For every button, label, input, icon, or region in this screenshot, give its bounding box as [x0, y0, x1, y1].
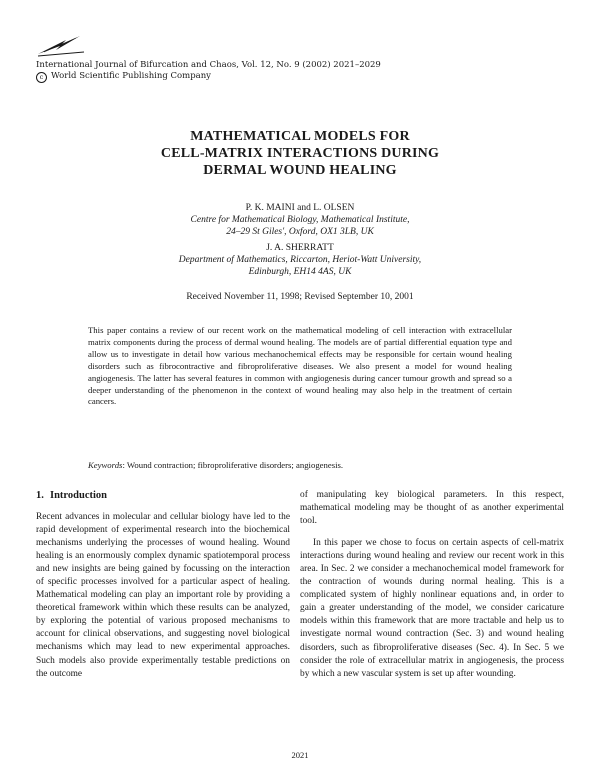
page-number: 2021 [291, 750, 309, 760]
received-dates: Received November 11, 1998; Revised September 10, 2001 [186, 292, 414, 302]
left-column [36, 489, 290, 681]
section-heading [36, 489, 290, 502]
keywords-text: Wound contraction; fibroproliferative disorders; angiogenesis. [126, 460, 344, 470]
author-block [0, 202, 600, 278]
keywords: Keywords: Wound contraction; fibroproliferative disorders; angiogenesis. [88, 460, 344, 470]
right-column [300, 489, 564, 681]
intro-paragraph-1-continued: of manipulating key biological parameters. In this respect, mathematical modeling may be thought of as another experimental tool. [300, 490, 564, 527]
author-names-1: P. K. MAINI and L. OLSEN [245, 203, 355, 213]
section-title: Introduction [50, 490, 107, 501]
section-number: 1. [36, 490, 44, 501]
affiliation-2-line-2: Edinburgh, EH14 4AS, UK [248, 267, 352, 277]
affiliation-1-line-2: 24–29 St Giles', Oxford, OX1 3LB, UK [226, 227, 374, 237]
paper-title [0, 128, 600, 179]
keywords-label: Keywords [88, 460, 123, 470]
publisher-logo [36, 30, 86, 58]
title-line-2: CELL-MATRIX INTERACTIONS DURING [160, 146, 440, 161]
title-line-1: MATHEMATICAL MODELS FOR [190, 129, 410, 144]
abstract: This paper contains a review of our recent work on the mathematical modeling of cell interaction with extracellular matrix components during the process of dermal wound healing. The models are of partial differential equation type and allow us to investigate in detail how various mechanochemical effects may be responsible for certain wound healing disorders such as fibrocontractive and fibroproliferative diseases. We also present a model for wound healing angiogenesis. The latter has several features in common with angiogenesis during cancer tumour growth and spread so a deeper understanding of the phenomenon in the context of wound healing may also help in the treatment of certain cancers. [88, 325, 512, 407]
author-names-2: J. A. SHERRATT [266, 243, 334, 253]
intro-paragraph-2: In this paper we chose to focus on certain aspects of cell-matrix interactions during wound healing and review our recent work in this area. In Sec. 2 we consider a mechanochemical model framework for the contraction of wounds during normal healing. This is a complicated system of highly nonlinear equations and, in order to gain a greater understanding of the model, we consider caricature models within this framework that are more tractable and help us to investigate normal wound contraction (Sec. 3) and wound healing disorders, such as fibroproliferative diseases (Sec. 4). In Sec. 5 we consider the role of extracellular matrix in angiogenesis, the process by which a new vascular system is set up after wounding. [300, 538, 564, 679]
affiliation-1-line-1: Centre for Mathematical Biology, Mathematical Institute, [190, 215, 410, 225]
publisher-name: World Scientific Publishing Company [51, 71, 211, 81]
journal-citation: International Journal of Bifurcation and Chaos, Vol. 12, No. 9 (2002) 2021–2029 [36, 60, 381, 70]
intro-paragraph-1: Recent advances in molecular and cellular biology have led to the rapid development of experimental research into the biochemical mechanisms underlying the processes of wound healing. Wound healing is an enormously complex dynamic spatiotemporal process and new insights are being gained by focussing on the interaction of specific processes involved for a particular aspect of healing. Mathematical modeling can play an important role by providing a theoretical framework within which these results can be analyzed, by exploring the potential of various proposed mechanisms to account for clinical observations, and suggesting novel biological mechanisms which may lead to new experimental approaches. Such models also provide experimentally testable predictions on the outcome [36, 512, 290, 679]
affiliation-2-line-1: Department of Mathematics, Riccarton, Heriot-Watt University, [178, 255, 422, 265]
journal-header [36, 60, 381, 83]
title-line-3: DERMAL WOUND HEALING [203, 163, 397, 178]
copyright-icon: c [36, 72, 47, 83]
publisher-line [36, 71, 381, 83]
